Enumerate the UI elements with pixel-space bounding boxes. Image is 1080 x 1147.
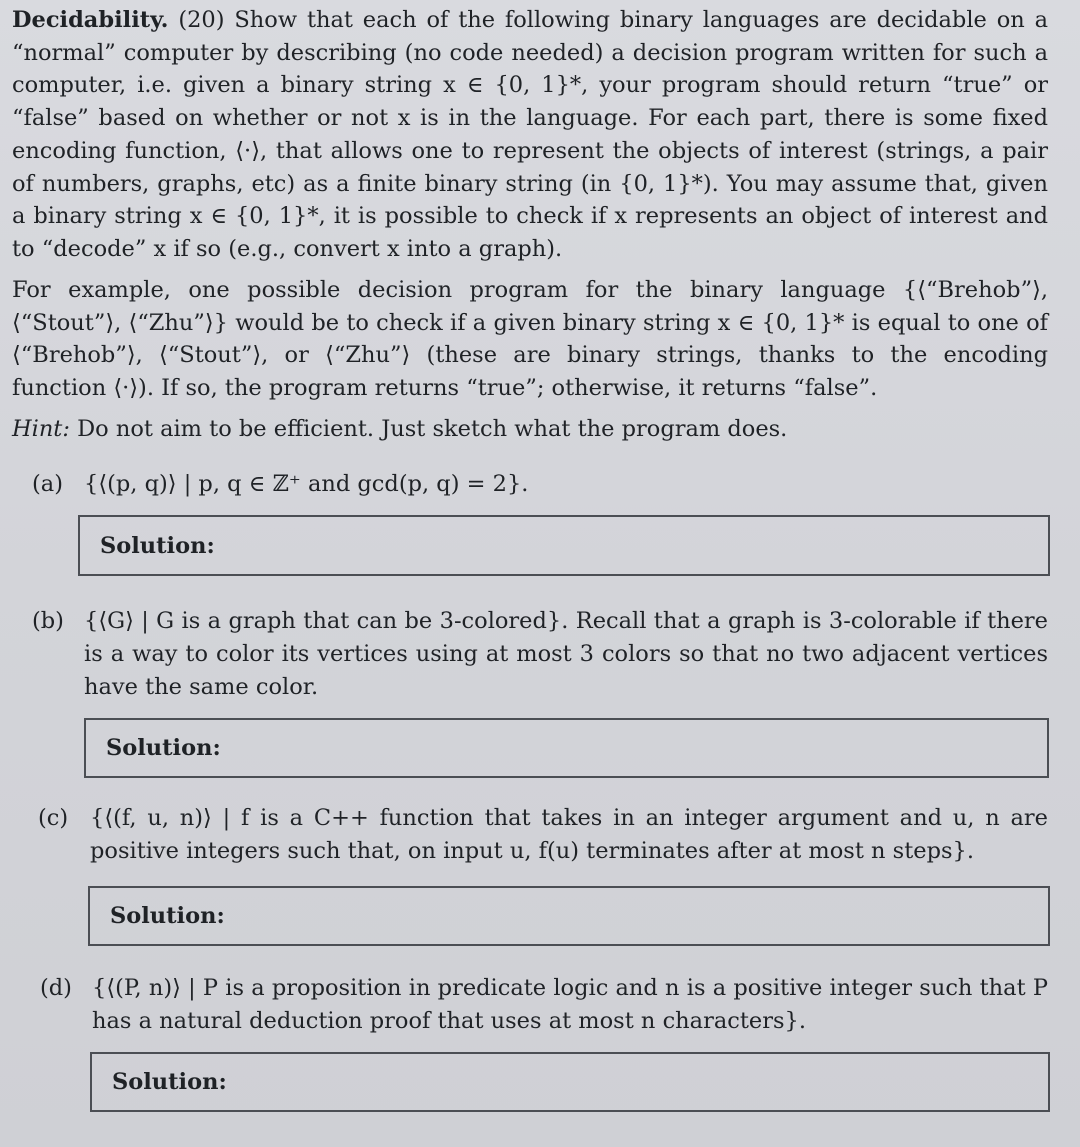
solution-label-d: Solution: [112,1069,227,1095]
solution-label-b: Solution: [106,735,221,761]
solution-box-a[interactable] [78,515,1050,576]
problem-points: (20) [178,7,225,33]
problem-title: Decidability. [12,7,169,33]
part-a-text: {⟨(p, q)⟩ | p, q ∈ ℤ⁺ and gcd(p, q) = 2}. [84,471,529,497]
hint-label: Hint: [12,416,70,442]
solution-label-c: Solution: [110,903,225,929]
part-b [32,605,1048,705]
part-b-text: {⟨G⟩ | G is a graph that can be 3-colored}. Recall that a graph is 3-colorable if there is a way to color its vertices using at most 3 colors so that no two adjacent vertices have the same color. [84,608,1048,700]
part-a [32,468,1048,502]
part-d-label: (d) [40,975,72,1001]
solution-box-d[interactable] [90,1052,1050,1112]
part-c-label: (c) [38,805,69,831]
solution-box-c[interactable] [88,886,1050,946]
part-a-label: (a) [32,471,63,497]
solution-box-b[interactable] [84,718,1049,778]
intro-paragraph [12,4,1048,266]
hint-paragraph [12,413,1048,446]
example-paragraph: For example, one possible decision program for the binary language {⟨“Brehob”⟩, ⟨“Stout”⟩, ⟨“Zhu”⟩} would be to check if a given binary string x ∈ {0, 1}* is equal to one of ⟨“Brehob”⟩, ⟨“Stout”⟩, or ⟨“Zhu”⟩ (these are binary strings, thanks to the encoding function ⟨·⟩). If so, the program returns “true”; otherwise, it returns “false”. [12,277,1048,402]
part-c [38,802,1048,872]
part-d [40,972,1048,1042]
part-b-label: (b) [32,608,64,634]
part-c-text: {⟨(f, u, n)⟩ | f is a C++ function that takes in an integer argument and u, n are positive integers such that, on input u, f(u) terminates after at most n steps}. [90,805,1048,864]
intro-body: Show that each of the following binary languages are decidable on a “normal” computer by describing (no code needed) a decision program written for such a computer, i.e. given a binary string x ∈ {0, 1}*, your program should return “true” or “false” based on whether or not x is in the language. For each part, there is some fixed encoding function, ⟨·⟩, that allows one to represent the objects of interest (strings, a pair of numbers, graphs, etc) as a finite binary string (in {0, 1}*). You may assume that, given a binary string x ∈ {0, 1}*, it is possible to check if x represents an object of interest and to “decode” x if so (e.g., convert x into a graph). [12,7,1048,262]
solution-label-a: Solution: [100,532,215,559]
part-d-text: {⟨(P, n)⟩ | P is a proposition in predicate logic and n is a positive integer such that P has a natural deduction proof that uses at most n characters}. [92,975,1048,1034]
hint-text: Do not aim to be efficient. Just sketch what the program does. [77,416,788,442]
